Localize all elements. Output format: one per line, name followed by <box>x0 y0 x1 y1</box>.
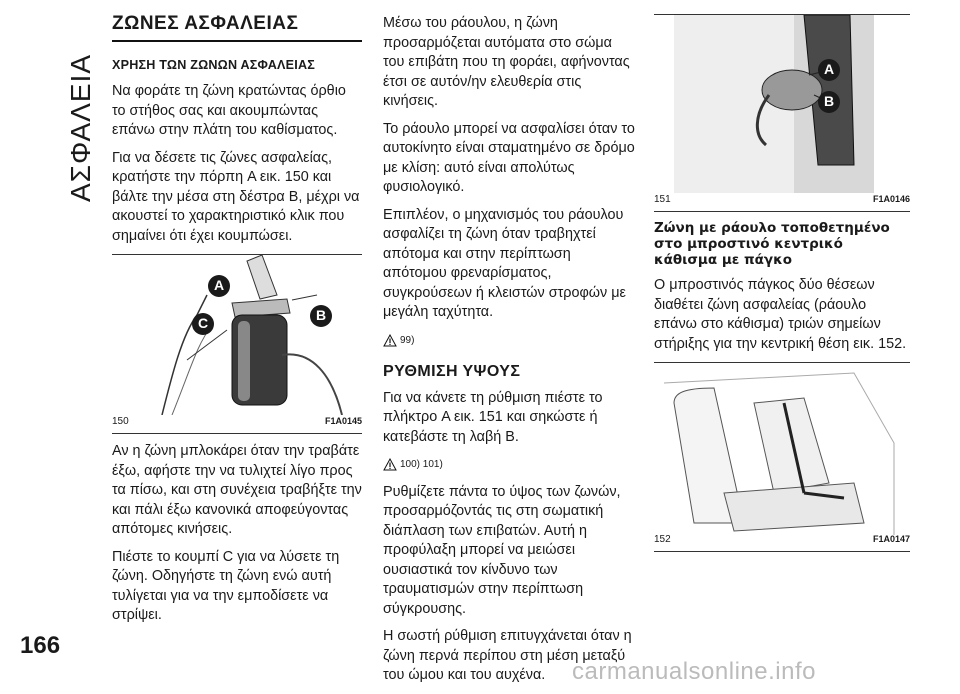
figure-number: 151 <box>654 193 671 205</box>
figure-code: F1A0145 <box>324 415 362 426</box>
callout-b-badge: B <box>818 91 840 113</box>
page-number: 166 <box>20 632 61 659</box>
paragraph: Η σωστή ρύθμιση επιτυγχάνεται όταν η ζώνη περνά περίπου στη μέση μεταξύ του ώμου και του αυχένα. <box>383 628 632 683</box>
warning-triangle-icon <box>383 458 397 471</box>
warning-triangle-icon <box>383 334 397 347</box>
callout-b-badge: B <box>310 305 332 327</box>
warning-reference <box>383 455 635 475</box>
figure-150 <box>112 254 362 434</box>
paragraph: Για να δέσετε τις ζώνες ασφαλείας, κρατήστε την πόρπη A εικ. 150 και βάλτε την μέσα στη δέστρα B, μέχρι να ακουστεί το χαρακτηριστικό κλικ που σημαίνει ότι έχει κουμπώσει. <box>112 149 360 244</box>
section-side-tab-label: ΑΣΦΑΛΕΙΑ <box>65 53 96 203</box>
front-bench-seat-illustration <box>654 363 910 535</box>
paragraph: Αν η ζώνη μπλοκάρει όταν την τραβάτε έξω, αφήστε την να τυλιχτεί λίγο προς τα πίσω, και στη συνέχεια τραβήξτε την και πάλι έξω κανονικά αποφεύγοντας απότομες κινήσεις. <box>112 443 362 537</box>
paragraph: Ο μπροστινός πάγκος δύο θέσεων διαθέτει ζώνη ασφαλείας (ράουλο επάνω στο κάθισμα) τριών σημείων στήριξης για την κεντρική θέση εικ. 152. <box>654 277 907 352</box>
column-3 <box>654 14 910 560</box>
callout-a-badge: A <box>208 275 230 297</box>
paragraph: Να φοράτε τη ζώνη κρατώντας όρθιο το στήθος σας και ακουμπώντας επάνω στην πλάτη του καθίσματος. <box>112 83 346 138</box>
paragraph: Το ράουλο μπορεί να ασφαλίσει όταν το αυτοκίνητο είναι σταματημένο σε δρόμο με κλίση: αυτό είναι απολύτως φυσιολογικό. <box>383 120 635 195</box>
figure-152 <box>654 362 910 552</box>
warning-reference <box>383 331 635 351</box>
subsection-heading: Ζώνη με ράουλο τοποθετημένο στο μπροστινό κεντρικό κάθισμα με πάγκο <box>654 220 890 268</box>
warning-note-ref: 99) <box>400 334 415 346</box>
callout-c-badge: C <box>192 313 214 335</box>
column-1 <box>112 14 362 634</box>
column-2 <box>383 14 635 694</box>
section-side-tab <box>66 18 96 238</box>
figure-number: 150 <box>112 415 129 427</box>
figure-code: F1A0146 <box>872 193 910 204</box>
paragraph: Για να κάνετε τη ρύθμιση πιέστε το πλήκτρο A εικ. 151 και σηκώστε ή κατεβάστε τη λαβή B. <box>383 389 603 445</box>
callout-a-badge: A <box>818 59 840 81</box>
paragraph: Πιέστε το κουμπί C για να λύσετε τη ζώνη. Οδηγήστε τη ζώνη ενώ αυτή τυλίγεται για να την εμποδίσετε να στρίψει. <box>112 548 340 623</box>
page-title: ΖΩΝΕΣ ΑΣΦΑΛΕΙΑΣ <box>112 14 362 42</box>
paragraph: Ρυθμίζετε πάντα το ύψος των ζωνών, προσαρμόζοντάς τις στη σωματική διάπλαση των επιβατών. Αυτή η προφύλαξη μπορεί να μειώσει ουσιαστικά τον κίνδυνο των τραυματισμών στην περίπτωση σύγκρουσης. <box>383 483 621 617</box>
warning-note-ref: 100) 101) <box>400 459 443 470</box>
watermark-text: carmanualsonline.info <box>572 658 816 685</box>
paragraph: Μέσω του ράουλου, η ζώνη προσαρμόζεται αυτόματα στο σώμα του επιβάτη που τη φοράει, αφήνοντας έτσι σε αυτόν/ην ελευθερία στις κινήσεις. <box>383 15 630 109</box>
belt-height-adjuster-illustration <box>654 15 910 193</box>
section-subtitle: ΧΡΗΣΗ ΤΩΝ ΖΩΝΩΝ ΑΣΦΑΛΕΙΑΣ <box>112 57 316 72</box>
paragraph: Επιπλέον, ο μηχανισμός του ράουλου ασφαλίζει τη ζώνη όταν τραβηχτεί απότομα και στην περίπτωση απότομου φρεναρίσματος, συγκρούσεων ή κλειστών στροφών με μεγάλη ταχύτητα. <box>383 206 626 320</box>
seatbelt-buckle-illustration <box>112 255 362 415</box>
figure-151 <box>654 14 910 212</box>
figure-code: F1A0147 <box>872 533 910 544</box>
section-heading: ΡΥΘΜΙΣΗ ΥΨΟΥΣ <box>383 363 521 380</box>
figure-number: 152 <box>654 533 671 545</box>
